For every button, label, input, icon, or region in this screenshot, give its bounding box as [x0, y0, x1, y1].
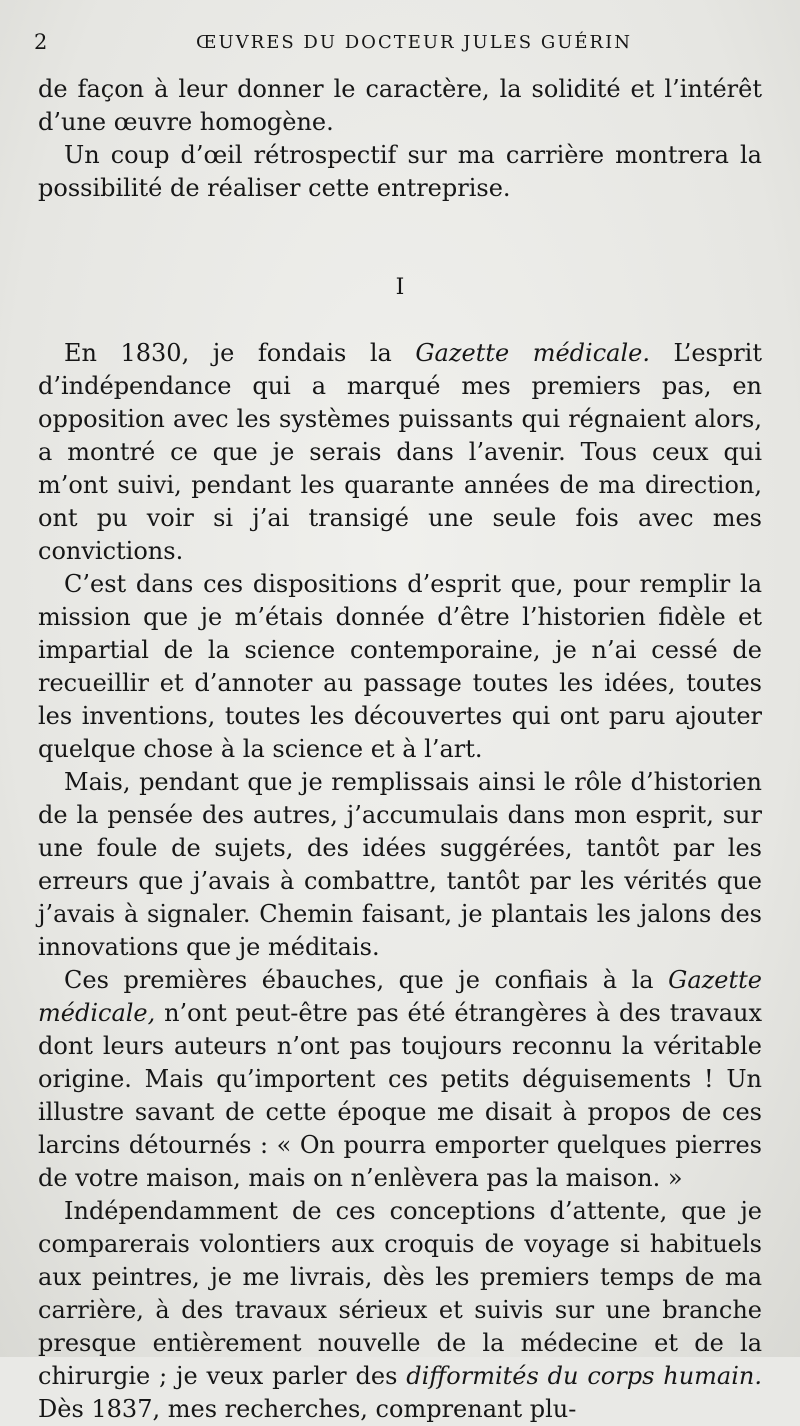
- text-span: En 1830, je fondais la: [64, 339, 416, 367]
- page-number: 2: [34, 30, 48, 54]
- paragraph-historian-mission: C’est dans ces dispositions d’esprit que, pour remplir la mission que je m’étais donnée d’être l’historien fidèle et impartial de la science contemporaine, je n’ai cessé de recueillir et d’annoter au passage toutes les idées, toutes les inventions, toutes les découvertes qui ont paru ajouter quelque chose à la science et à l’art.: [38, 570, 762, 763]
- running-head: [34, 30, 774, 60]
- section-number: I: [395, 275, 405, 300]
- paragraph-accumulated-ideas: Mais, pendant que je remplissais ainsi le rôle d’historien de la pensée des autres, j’accumulais dans mon esprit, sur une foule de sujets, des idées suggérées, tantôt par les erreurs que j’avais à combattre, tantôt par les vérités que j’avais à signaler. Chemin faisant, je plantais les jalons des innovations que je méditais.: [38, 768, 762, 961]
- paragraph-first-sketches: [38, 964, 762, 1195]
- paragraph-deformities-research: [38, 1195, 762, 1426]
- journal-title: Gazette médicale,: [38, 966, 762, 1027]
- text-span: Dès 1837, mes recherches, comprenant plu-: [38, 1395, 577, 1423]
- paragraph-gazette-founding: [38, 337, 762, 568]
- text-span: Indépendamment de ces conceptions d’attente, que je comparerais volontiers aux croquis de voyage si habituels aux peintres, je me livrais, dès les premiers temps de ma carrière, à des travaux sérieux et suivis sur une branche presque entièrement nouvelle de la médecine et de la chirurgie ; je veux parler des: [38, 1197, 762, 1390]
- running-title: ŒUVRES DU DOCTEUR JULES GUÉRIN: [196, 32, 632, 53]
- text-span: L’esprit d’indépendance qui a marqué mes premiers pas, en opposition avec les systèmes puissants qui régnaient alors, a montré ce que je serais dans l’avenir. Tous ceux qui m’ont suivi, pendant les quarante années de ma direction, ont pu voir si j’ai transigé une seule fois avec mes convictions.: [38, 339, 762, 565]
- journal-title: Gazette médicale.: [415, 339, 650, 367]
- body-text: [38, 73, 762, 1426]
- text-span: Ces premières ébauches, que je confiais à la: [64, 966, 669, 994]
- text-span: n’ont peut-être pas été étrangères à des travaux dont leurs auteurs n’ont pas toujours reconnu la véritable origine. Mais qu’importent ces petits déguisements ! Un illustre savant de cette époque me disait à propos de ces larcins détournés : « On pourra emporter quelques pierres de votre maison, mais on n’enlèvera pas la maison. »: [38, 999, 762, 1192]
- paragraph-continuation: de façon à leur donner le caractère, la solidité et l’intérêt d’une œuvre homogène.: [38, 75, 762, 136]
- paragraph-retrospective: Un coup d’œil rétrospectif sur ma carrière montrera la possibilité de réaliser cette entreprise.: [38, 141, 762, 202]
- italic-phrase: difformités du corps humain.: [406, 1362, 762, 1390]
